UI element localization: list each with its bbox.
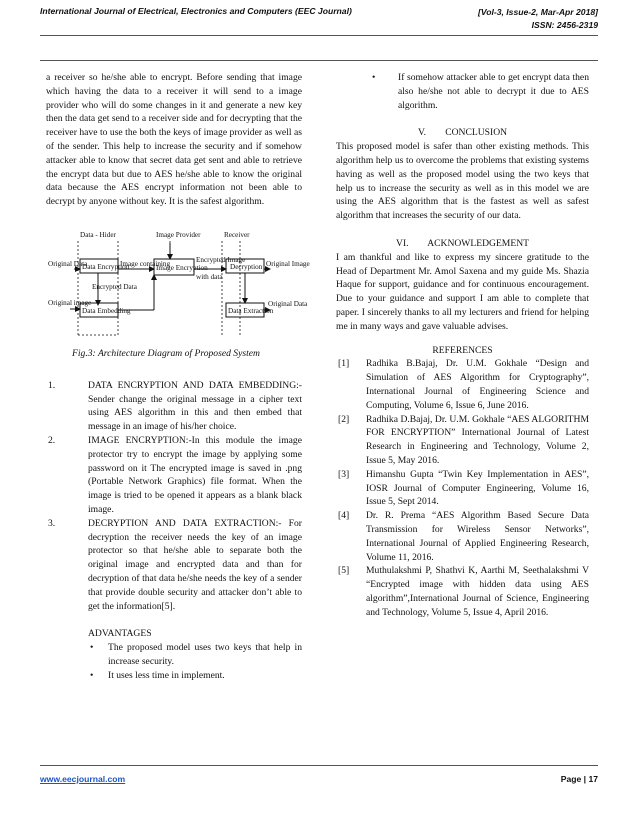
advantages-continued (336, 71, 589, 112)
reference-item: [1] Radhika B.Bajaj, Dr. U.M. Gokhale “Design and Simulation of AES Algorithm for Cryptography”, International Journal of Engineering Science and Computing, Volume 6, Issue 6, June 2016. (338, 358, 589, 411)
journal-title: International Journal of Electrical, Electronics and Computers (EEC Journal) (40, 6, 352, 16)
reference-item: [5] Muthulakshmi P, Shathvi K, Aarthi M, Seethalakshmi V “Encrypted image with hidden data using AES algorithm”,International Journal of Science, Engineering and Technology, Volume 5, Issue 4, April 2016. (338, 565, 589, 618)
label-receiver: Receiver (224, 230, 250, 239)
intro-paragraph: a receiver so he/she able to encrypt. Before sending that image which having the data to a receiver it will send to a image provider who will do some changes in it and generate a new key then the data get send to a receiver side and for decrypting that the receiver have to use the both the keys of image provider as well as of the sender. This help to increase the security and if somehow attacker able to know that secret data get sent and able to retrieve the encrypt data but due to AES he/she able to know the original data because the AES encrypt information not been able to decrypt by anyone without key. It is the safest algorithm. (46, 72, 302, 208)
label-decryption: Decryption (230, 262, 263, 271)
label-original-image-out: Original Image (266, 259, 310, 268)
page-number: Page | 17 (560, 774, 598, 784)
advantage-item: • It uses less time in implement. (90, 669, 225, 681)
label-original-data: Original Data (48, 259, 88, 268)
conclusion-paragraph: This proposed model is safer than other existing methods. This algorithm help us to overcome the problems that existing systems having as well as the proposed model using the two keys that help us to increase the security as well as in this model we are using the AES algorithm that is the fastest as well as safest algorithm that increases the security of our data. (336, 141, 589, 222)
label-image-encryption: Image Encryption (156, 263, 208, 272)
advantage-item: • The proposed model uses two keys that help in increase security. (90, 642, 302, 667)
module-list (46, 379, 302, 614)
bullet-icon: • (372, 72, 376, 83)
left-column (46, 71, 310, 683)
label-encrypted-data: Encrypted Data (92, 282, 137, 291)
label-data-embedding: Data Embedding (82, 306, 131, 315)
acknowledgement-paragraph: I am thankful and like to express my sincere gratitude to the Head of Department Mr. Amol Saxena and my guide Ms. Shazia Haque for support, guidance and for continuous encouragement. Due to your guidance and support I am able to complete that paper. I sincerely thanks to all my lecturers and friend for helping me in many ways and gave valuable advises. (336, 251, 589, 332)
reference-item: [4] Dr. R. Prema “AES Algorithm Based Secure Data Transmission for Wireless Sensor Networks”, International Journal of Applied Engineering Research, Volume 11, 2016. (338, 510, 589, 563)
issn: ISSN: 2456-2319 (531, 20, 598, 30)
label-original-data-out: Original Data (268, 299, 308, 308)
right-column (336, 71, 589, 619)
references-heading: REFERENCES (432, 344, 493, 356)
reference-item: [3] Himanshu Gupta “Twin Key Implementation in AES”, IOSR Journal of Computer Engineering, Volume 16, Issue 5, Sept 2014. (338, 468, 589, 508)
module-item: 1. DATA ENCRYPTION AND DATA EMBEDDING:-Sender change the original message in a cipher text using AES algorithm in this and then embed that message in an image of his/her choice. (48, 379, 302, 433)
module-item: 3. DECRYPTION AND DATA EXTRACTION:- For decryption the receiver needs the key of an image protector so that he/she able to separate both the original image and encrypted data and than for decryption of that data he/she needs the key of a sender that provide double security and attacker don’t able to get the information[5]. (48, 517, 302, 612)
label-encrypted-image: Encrypted Image (196, 255, 246, 264)
architecture-diagram (46, 229, 310, 341)
footer-rule (40, 765, 598, 766)
module-item: 2. IMAGE ENCRYPTION:-In this module the image protector try to encrypt the image by applying some password on it The encrypted image is saved in .png (Portable Network Graphics) file format. When the image is tried to be opened it appears as a blank black image. (48, 434, 302, 515)
header-rule-lower (40, 60, 598, 61)
journal-link[interactable]: www.eecjournal.com (40, 774, 126, 784)
reference-item: [2] Radhika D.Bajaj, Dr. U.M. Gokhale “AES ALGORITHM FOR ENCRYPTION” International Journal of Latest Research in Engineering and Technology, Volume 2, Issue 5, May 2016. (338, 413, 589, 466)
label-data-extraction: Data Extraction (228, 306, 274, 315)
references-list (336, 357, 589, 619)
header-rule (40, 35, 598, 36)
acknowledgement-heading: VI. ACKNOWLEDGEMENT (396, 237, 529, 249)
figure-caption: Fig.3: Architecture Diagram of Proposed System (72, 347, 260, 359)
label-image-containing: Image containing (120, 259, 171, 268)
bullet-icon: • (90, 642, 94, 654)
advantages-list (46, 641, 302, 682)
advantage-item: • If somehow attacker able to get encrypt data then also he/she not able to decrypt it due to AES algorithm. (372, 72, 589, 111)
advantages-heading: ADVANTAGES (88, 628, 152, 640)
label-with-data: with data (196, 272, 223, 281)
bullet-icon: • (90, 669, 94, 681)
label-original-image-in: Original image (48, 298, 92, 307)
label-data-encryption: Data Encryption (82, 262, 130, 271)
conclusion-heading: V. CONCLUSION (417, 127, 508, 139)
volume-info: [Vol-3, Issue-2, Mar-Apr 2018] (477, 7, 598, 17)
label-data-hider: Data - Hider (80, 230, 116, 239)
label-image-provider: Image Provider (156, 230, 201, 239)
